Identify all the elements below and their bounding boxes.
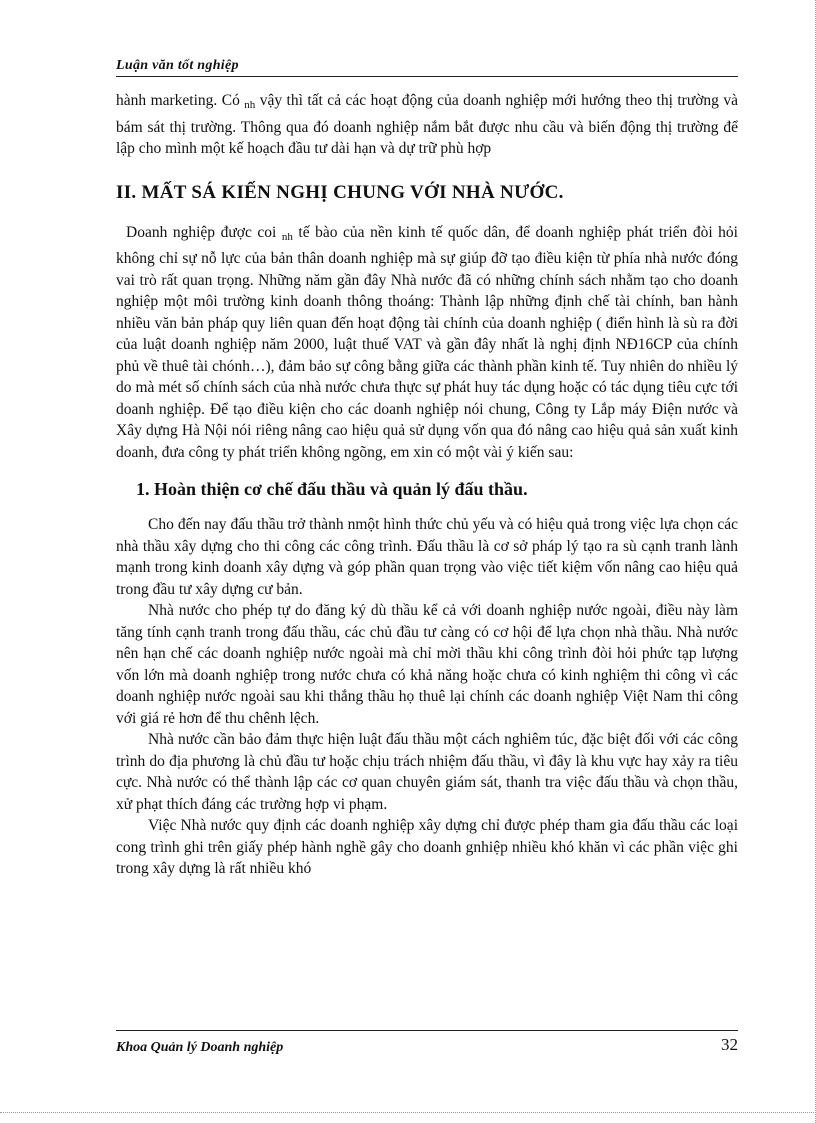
intro-text-end: vậy thì tất cả các hoạt động của doanh nghiệp mới hướng theo thị trường và bám sát thị trường. Thông qua đó doanh nghiệp nắm bắt được nhu cầu và biến động thị trường để lập cho mình một kế hoạch đầu tư dài hạn và dự trữ phù hợp <box>116 92 738 157</box>
intro-paragraph <box>116 90 738 160</box>
section-paragraph <box>116 222 738 464</box>
footer-faculty: Khoa Quản lý Doanh nghiệp <box>116 1040 284 1055</box>
footer-rule <box>116 1030 738 1031</box>
page-edge-bottom <box>0 1111 816 1113</box>
header-rule <box>116 76 738 77</box>
page-number: 32 <box>721 1035 738 1054</box>
section-small-fragment: nh <box>281 230 293 243</box>
intro-text-start: hành marketing. Có <box>116 92 245 109</box>
body-paragraph: Nhà nước cho phép tự do đăng ký dù thầu kể cả với doanh nghiệp nước ngoài, điều này làm tăng tính cạnh tranh trong đấu thầu, các chủ đầu tư càng có cơ hội để lựa chọn nhà thầu. Nhà nước nên hạn chế các doanh nghiệp nước ngoài mà chỉ mời thầu khi công trình đòi hỏi phức tạp lượng vốn lớn mà doanh nghiệp trong nước chưa có khả năng hoặc chưa có kinh nghiệm thi công vì các doanh nghiệp nước ngoài sau khi thắng thầu họ thuê lại chính các doanh nghiệp Việt Nam thi công với giá rẻ hơn để thu chênh lệch. <box>116 602 738 727</box>
intro-small-fragment: nh <box>244 99 256 111</box>
section-heading: II. MẤT SÁ KIẾN NGHỊ CHUNG VỚI NHÀ NƯỚC. <box>116 181 564 203</box>
document-body <box>116 90 738 880</box>
section-text-end: tế bào của nền kinh tế quốc dân, để doanh nghiệp phát triển đòi hỏi không chỉ sự nỗ lực của bản thân doanh nghiệp mà sự giúp đỡ tạo điều kiện từ phía nhà nước đóng vai trò rất quan trọng. Những năm gần đây Nhà nước đã có những chính sách nhằm tạo cho doanh nghiệp một môi trường kinh doanh thông thoáng: Thành lập những định chế tài chính, ban hành nhiều văn bản pháp quy liên quan đến hoạt động tài chính của doanh nghiệp ( điển hình là sù ra đời của luật doanh nghiệp năm 2000, luật thuế VAT và gần đây nhất là nghị định NĐ16CP của chính phủ về thuê tài chónh…), đảm bảo sự công bằng giữa các thành phần kinh tế. Tuy nhiên do nhiều lý do mà mét số chính sách của nhà nước chưa thực sự phát huy tác dụng hoặc có tác dụng tiêu cực tới doanh nghiệp. Để tạo điều kiện cho các doanh nghiệp nói chung, Công ty Lắp máy Điện nước và Xây dựng Hà Nội nói riêng nâng cao hiệu quả sử dụng vốn qua đó nâng cao hiệu quả sản xuất kinh doanh, đưa công ty phát triển không ngõng, em xin có một vài ý kiến sau: <box>116 223 738 461</box>
body-paragraph: Nhà nước cần bảo đảm thực hiện luật đấu thầu một cách nghiêm túc, đặc biệt đối với các công trình do địa phương là chủ đầu tư hoặc chịu trách nhiệm đấu thầu, vì đây là khu vực hay xảy ra tiêu cực. Nhà nước có thể thành lập các cơ quan chuyên giám sát, thanh tra việc đấu thầu và chọn thầu, xử phạt thích đáng các trường hợp vi phạm. <box>116 731 738 813</box>
body-paragraph: Cho đến nay đấu thầu trở thành nmột hình thức chủ yếu và có hiệu quả trong việc lựa chọn các nhà thầu xây dựng cho thi công các công trình. Đấu thầu là cơ sở pháp lý tạo ra sù cạnh tranh lành mạnh trong kinh doanh xây dựng và góp phần quan trọng vào việc tiết kiệm vốn nâng cao hiệu quả trong đầu tư xây dựng cư bản. <box>116 516 738 598</box>
body-paragraph: Việc Nhà nước quy định các doanh nghiệp xây dựng chỉ được phép tham gia đấu thầu các loại cong trình ghi trên giấy phép hành nghề gây cho doanh gnhiệp nhiều khó khăn vì các phần việc ghi trong xây dựng là rất nhiều khó <box>116 817 738 877</box>
section-text-start: Doanh nghiệp được coi <box>126 223 282 241</box>
page-footer <box>116 1035 738 1056</box>
sub-heading: 1. Hoàn thiện cơ chế đấu thầu và quản lý đấu thầu. <box>136 479 528 499</box>
header-title: Luận văn tốt nghiệp <box>116 58 239 73</box>
page-header <box>116 56 738 74</box>
